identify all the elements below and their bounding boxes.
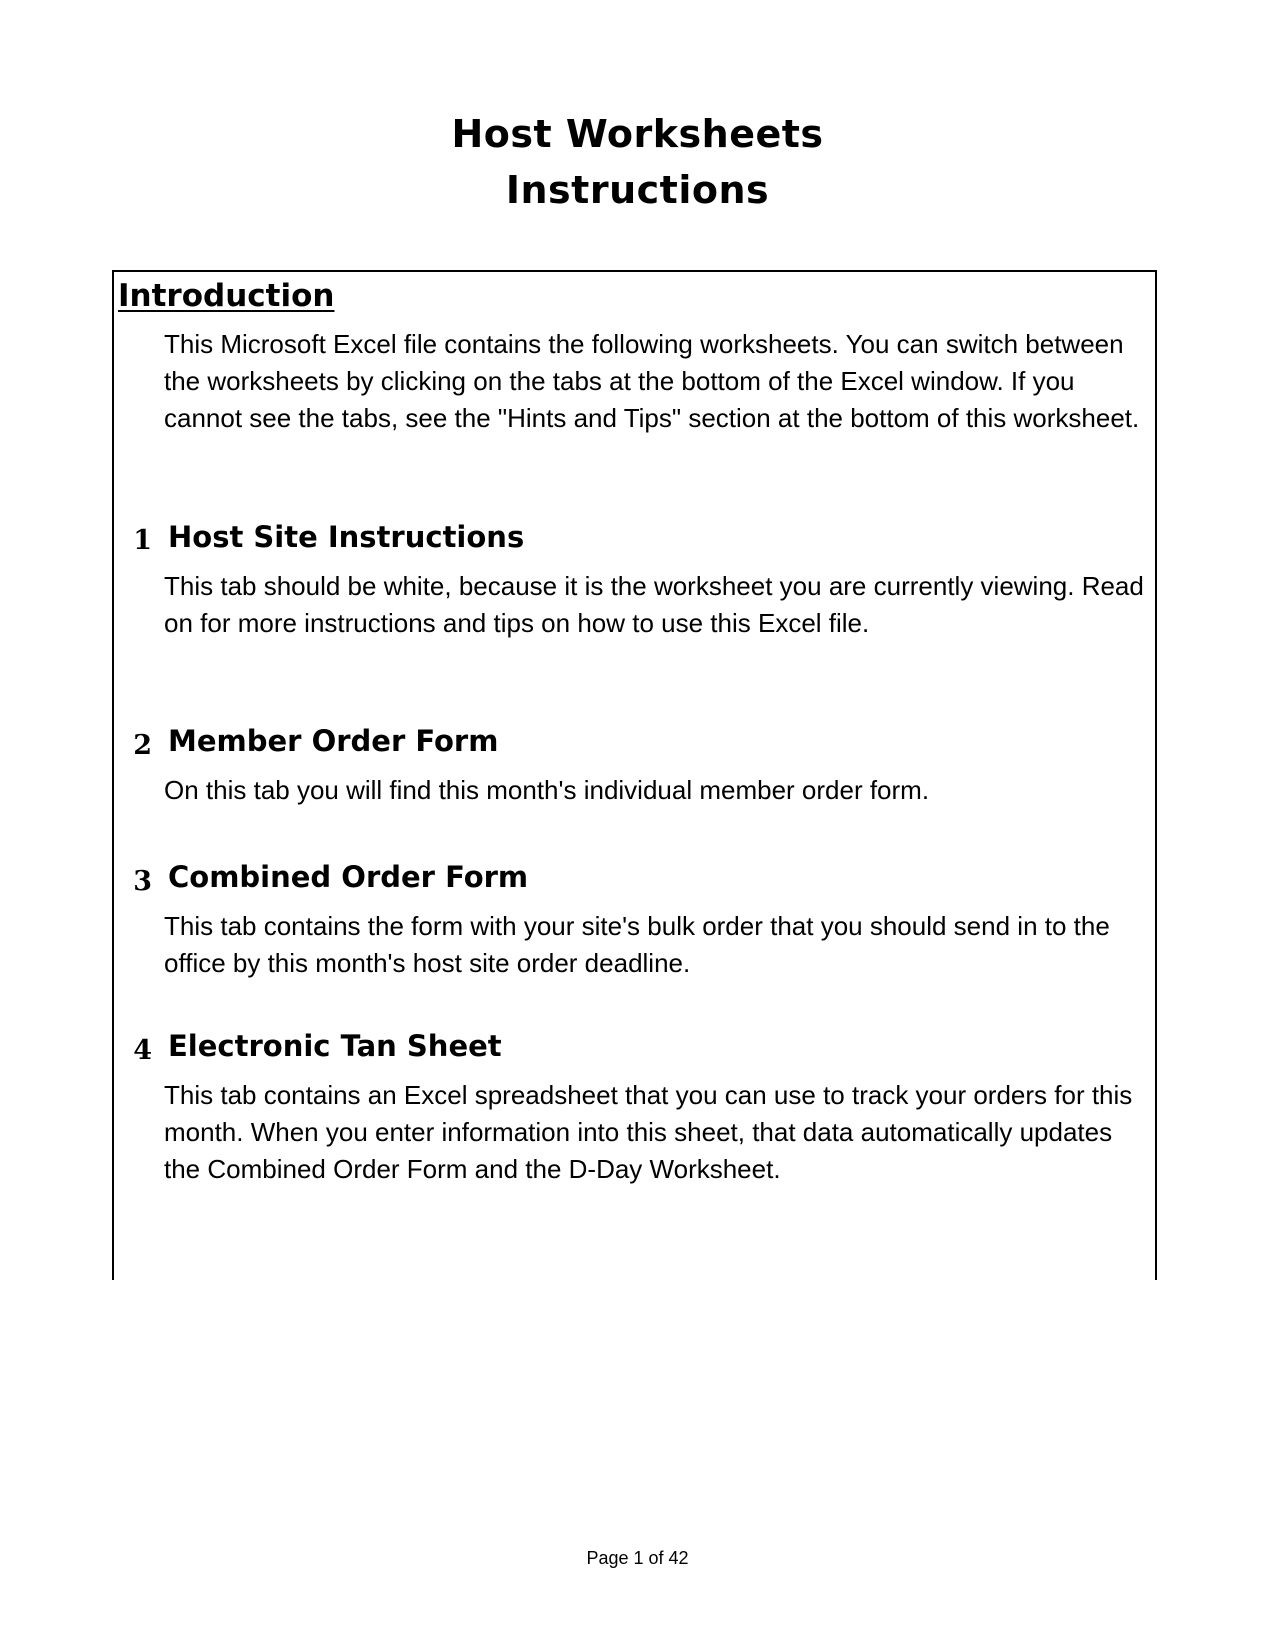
section-2-number: 2: [133, 730, 152, 761]
introduction-heading: Introduction: [118, 278, 335, 314]
section-1-number: 1: [133, 525, 152, 556]
document-title-line-1: Host Worksheets: [451, 112, 824, 156]
section-3-number: 3: [133, 866, 152, 897]
document-title-line-2: Instructions: [505, 168, 770, 212]
section-3-title: Combined Order Form: [168, 860, 529, 894]
page-number: Page 1 of 42: [586, 1548, 689, 1568]
section-3-text: This tab contains the form with your site's bulk order that you should send in to the office by this month's host site order deadline.: [164, 911, 1110, 978]
section-1-text: This tab should be white, because it is the worksheet you are currently viewing. Read on for more instructions and tips on how to use this Excel file.: [164, 571, 1144, 638]
section-4-number: 4: [133, 1035, 152, 1066]
section-2-title: Member Order Form: [168, 724, 499, 758]
section-1-title: Host Site Instructions: [168, 520, 525, 554]
section-2-text: On this tab you will find this month's individual member order form.: [164, 775, 930, 805]
introduction-text: This Microsoft Excel file contains the following worksheets. You can switch between the worksheets by clicking on the tabs at the bottom of the Excel window. If you cannot see the tabs, see the "Hints and Tips" section at the bottom of this worksheet.: [164, 329, 1140, 433]
section-4-text: This tab contains an Excel spreadsheet that you can use to track your orders for this month. When you enter information into this sheet, that data automatically updates the Combined Order Form and the D-Day Worksheet.: [164, 1080, 1133, 1184]
section-4-title: Electronic Tan Sheet: [168, 1029, 502, 1063]
